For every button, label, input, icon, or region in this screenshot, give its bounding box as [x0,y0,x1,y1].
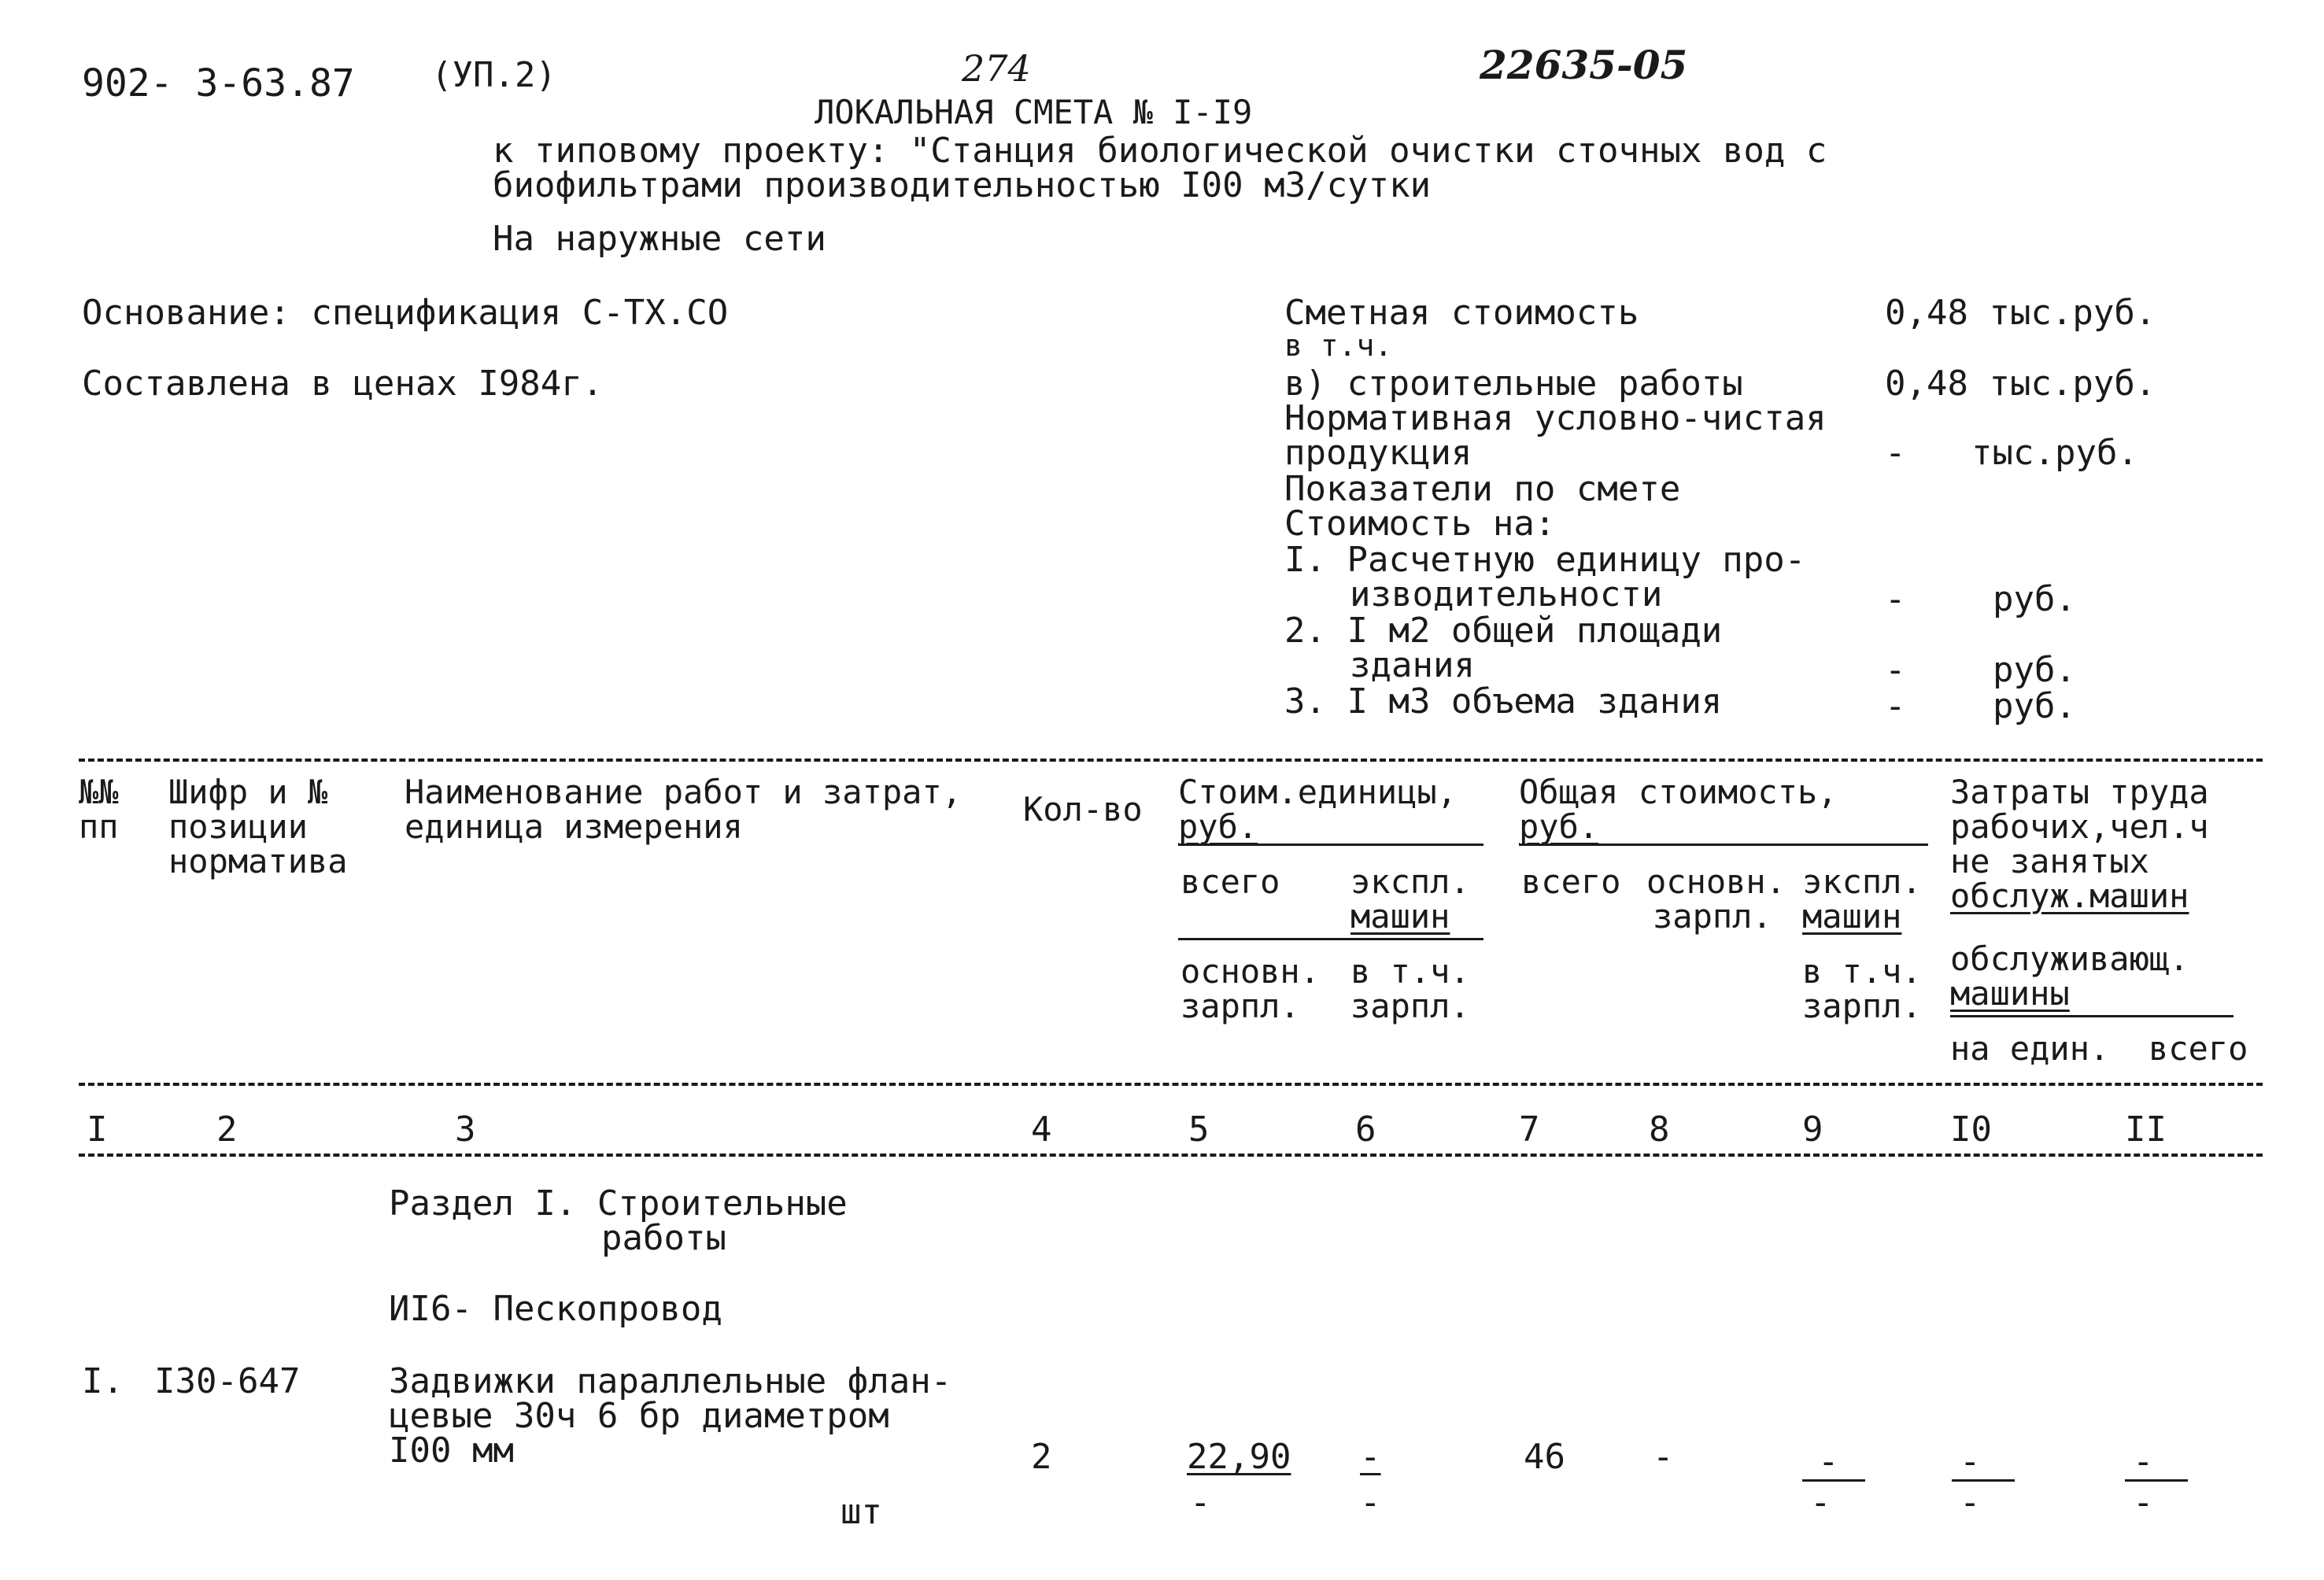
row-labor-total-dash: - [2133,1482,2154,1523]
total-cost-header-2: руб. [1519,807,1599,846]
row-total: 46 [1524,1437,1565,1477]
cost-value: 0,48 тыс.руб. [1885,293,2156,333]
row-labor-unit-rule [1952,1479,2015,1482]
row-unit: шт [841,1492,882,1532]
indicator-1-unit: руб. [1993,579,2076,619]
row-code: I30-647 [154,1361,301,1401]
unit-cost-header-2: руб. [1178,807,1258,846]
construction-label: в) строительные работы [1284,364,1743,404]
col-code-header-3: норматива [168,842,348,880]
total-wage-header-1: основн. [1646,862,1786,901]
row-total-incl-dash: - [1810,1482,1831,1523]
unit-incl-header-1: в т.ч. [1350,952,1470,991]
inventory-number: 22635-05 [1480,42,1688,88]
estimate-title: ЛОКАЛЬНАЯ СМЕТА № I-I9 [815,93,1253,131]
cost-per-label: Стоимость на: [1284,504,1556,544]
unit-total-header: всего [1180,862,1280,901]
object-name: На наружные сети [493,219,826,259]
col-code-header-1: Шифр и № [168,773,328,811]
total-incl-header-1: в т.ч. [1802,952,1922,991]
row-name-2: цевые 30ч 6 бр диаметром [389,1396,889,1436]
total-wage-header-2: зарпл. [1653,897,1772,936]
doc-code: 902- 3-63.87 [82,61,355,105]
row-name-3: I00 мм [389,1430,514,1471]
labor-header-1: Затраты труда [1950,773,2209,811]
indicator-3-dash: - [1885,686,1906,726]
column-number: 7 [1519,1109,1540,1150]
row-unit-incl-dash: - [1360,1482,1381,1523]
total-all-header: всего [1521,862,1621,901]
unit-cost-header-1: Стоим.единицы, [1178,773,1458,811]
row-qty: 2 [1031,1437,1052,1477]
indicator-3-line-1: 3. I м3 объема здания [1284,681,1723,722]
labor-header-5: обслуживающ. [1950,940,2189,978]
unit-cost-header-rule [1178,844,1483,846]
col-num-header-1: №№ [79,773,119,811]
row-labor-unit: - [1960,1442,1981,1482]
indicator-1-line-2: изводительности [1350,574,1663,615]
row-unit-wage-dash: - [1190,1482,1211,1523]
unit-mach-header-2: машин [1350,897,1450,936]
total-mach-header-2: машин [1802,897,1902,936]
column-number-rule [79,1154,2263,1157]
indicator-2-line-1: 2. I м2 общей площади [1284,611,1723,651]
section-title-2: работы [601,1218,726,1258]
indicator-1-dash: - [1885,579,1906,619]
cost-label: Сметная стоимость [1284,293,1639,333]
col-code-header-2: позиции [168,807,309,846]
basis-spec: Основание: спецификация С-ТХ.СО [82,293,729,333]
column-number: I [87,1109,108,1150]
project-line-2: биофильтрами производительностью I00 м3/сутки [493,165,1432,205]
row-number: I. [82,1361,124,1401]
table-top-rule [79,759,2263,762]
row-name-1: Задвижки параллельные флан- [389,1361,952,1401]
indicators-label: Показатели по смете [1284,469,1681,509]
row-total-mach-rule [1802,1479,1865,1482]
unit-sub-rule [1178,938,1483,940]
column-number: 5 [1188,1109,1210,1150]
total-mach-header-1: экспл. [1802,862,1922,901]
indicator-2-line-2: здания [1350,645,1475,685]
col-name-header-1: Наименование работ и затрат, [405,773,962,811]
indicator-2-dash: - [1885,650,1906,690]
col-num-header-2: пп [79,807,119,846]
labor-header-3: не занятых [1950,842,2149,880]
total-cost-header-rule [1519,844,1928,846]
row-labor-unit-dash: - [1960,1482,1981,1523]
unit-wage-header-2: зарпл. [1180,987,1300,1025]
basis-prices: Составлена в ценах I984г. [82,364,604,404]
construction-value: 0,48 тыс.руб. [1885,364,2156,404]
row-total-mach: - [1818,1442,1839,1482]
labor-header-6: машины [1950,974,2070,1013]
indicator-1-line-1: I. Расчетную единицу про- [1284,540,1806,580]
subsection-title: ИI6- Пескопровод [389,1289,722,1329]
row-unit-mach: - [1360,1437,1381,1477]
row-labor-total-rule [2125,1479,2188,1482]
column-number: II [2125,1109,2167,1150]
column-number: 4 [1031,1109,1052,1150]
unit-incl-header-2: зарпл. [1350,987,1470,1025]
row-labor-total: - [2133,1442,2154,1482]
album-label: (УП.2) [431,55,556,95]
column-number: 6 [1355,1109,1376,1150]
section-title-1: Раздел I. Строительные [389,1183,848,1224]
labor-header-2: рабочих,чел.ч [1950,807,2209,846]
column-number: 9 [1802,1109,1823,1150]
page-number: 274 [962,47,1031,90]
project-line-1: к типовому проекту: "Станция биологической очистки сточных вод с [493,131,1827,171]
unit-mach-header-1: экспл. [1350,862,1470,901]
column-number: 3 [455,1109,476,1150]
labor-header-rule [1950,1015,2233,1017]
incl-label: в т.ч. [1284,328,1393,363]
column-number: 8 [1649,1109,1670,1150]
total-cost-header-1: Общая стоимость, [1519,773,1838,811]
table-header-rule [79,1083,2263,1086]
npp-unit: тыс.руб. [1971,433,2138,473]
total-incl-header-2: зарпл. [1802,987,1922,1025]
indicator-3-unit: руб. [1993,686,2076,726]
labor-total-header: всего [2148,1029,2248,1068]
npp-dash: - [1885,433,1906,473]
row-total-wage: - [1653,1437,1674,1477]
npp-label-1: Нормативная условно-чистая [1284,398,1827,438]
row-unit-total: 22,90 [1187,1437,1291,1477]
indicator-2-unit: руб. [1993,650,2076,690]
labor-header-4: обслуж.машин [1950,877,2189,915]
unit-wage-header-1: основн. [1180,952,1321,991]
col-name-header-2: единица измерения [405,807,743,846]
labor-per-unit-header: на един. [1950,1029,2110,1068]
column-number: I0 [1950,1109,1992,1150]
column-number: 2 [216,1109,238,1150]
col-qty-header: Кол-во [1023,790,1143,829]
npp-label-2: продукция [1284,433,1472,473]
